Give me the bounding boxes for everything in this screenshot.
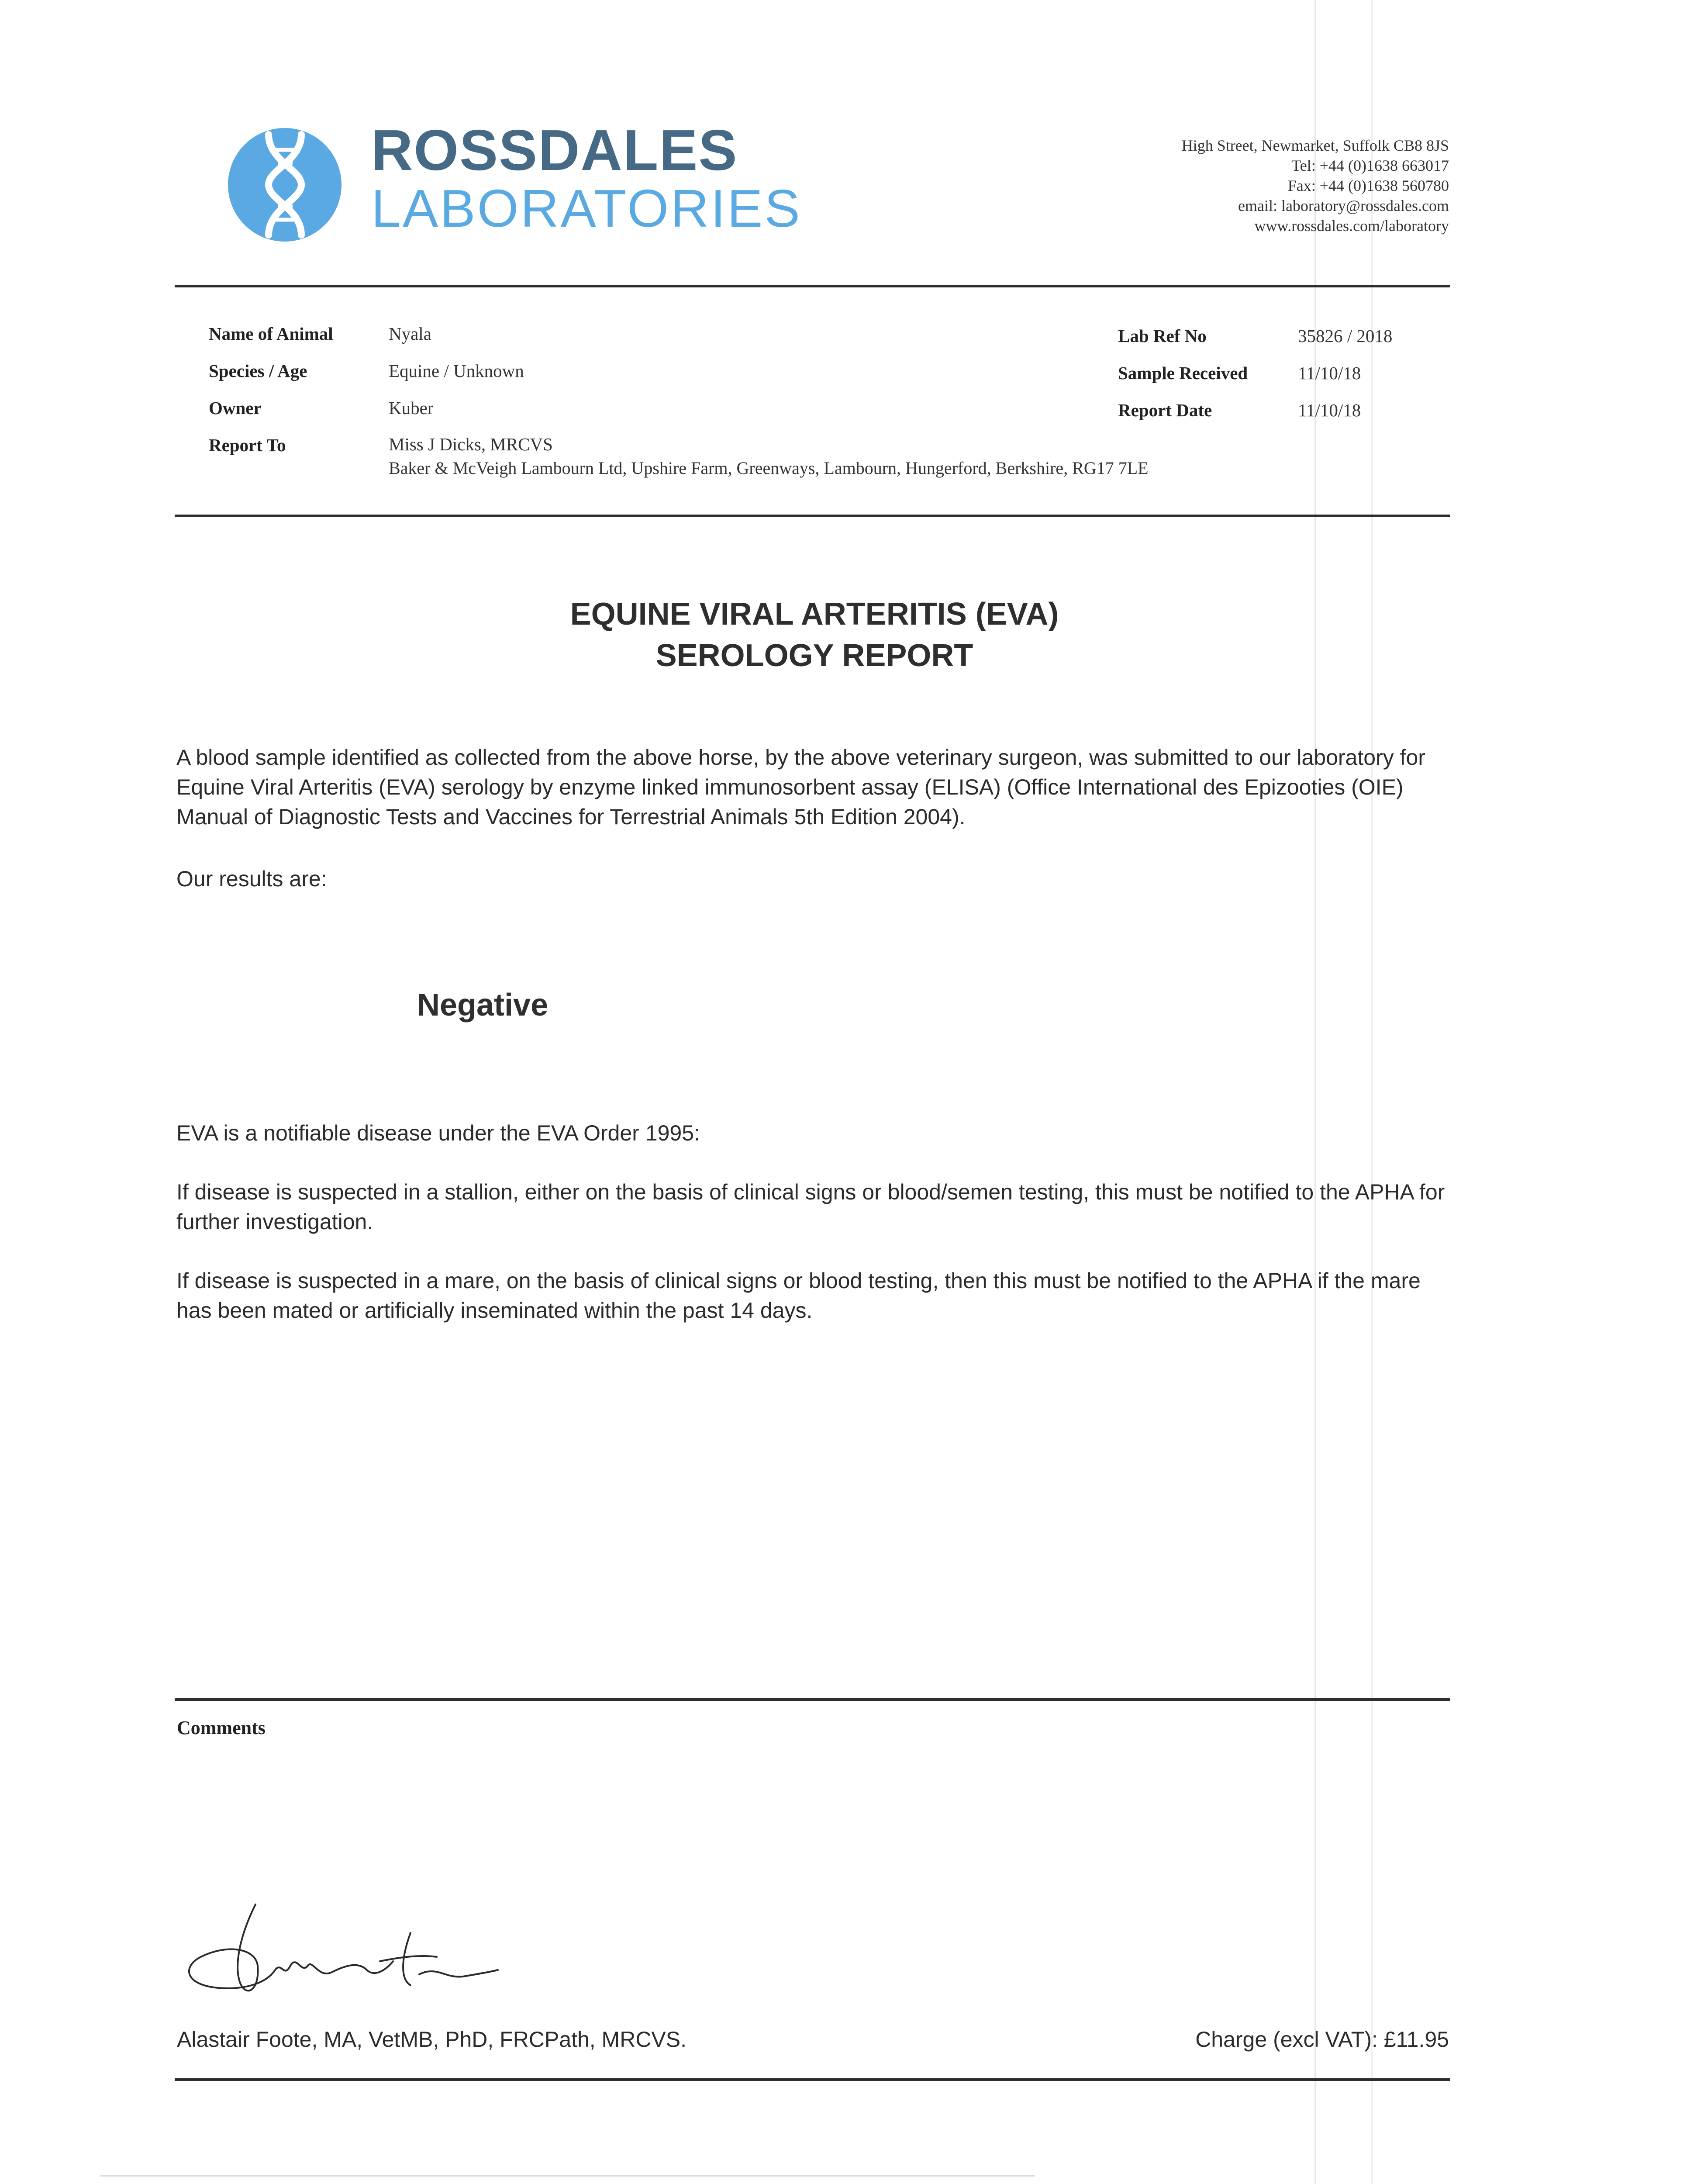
signatory: Alastair Foote, MA, VetMB, PhD, FRCPath, MRCVS.	[177, 2027, 687, 2052]
owner-value: Kuber	[389, 398, 434, 418]
report-date-label: Report Date	[1118, 400, 1212, 420]
sample-received-label: Sample Received	[1118, 363, 1248, 383]
comments-label: Comments	[177, 1717, 266, 1738]
contact-tel: Tel: +44 (0)1638 663017	[1291, 157, 1449, 174]
owner-label: Owner	[209, 398, 262, 418]
brand-name	[371, 118, 802, 238]
result-value: Negative	[417, 988, 549, 1023]
contact-email[interactable]: email: laboratory@rossdales.com	[1238, 197, 1449, 214]
report-to-line-1: Miss J Dicks, MRCVS	[389, 434, 553, 454]
divider-top	[175, 285, 1450, 287]
contact-web[interactable]: www.rossdales.com/laboratory	[1254, 217, 1449, 235]
report-subtitle: SEROLOGY REPORT	[655, 638, 973, 673]
contact-block	[1182, 135, 1449, 236]
contact-fax: Fax: +44 (0)1638 560780	[1287, 177, 1449, 194]
brand-line-2: LABORATORIES	[371, 179, 802, 238]
name-value: Nyala	[389, 324, 431, 344]
report-to-label: Report To	[209, 435, 286, 455]
name-label: Name of Animal	[209, 324, 333, 344]
lab-ref-value: 35826 / 2018	[1298, 326, 1393, 346]
stallion-guidance: If disease is suspected in a stallion, either on the basis of clinical signs or blood/semen testing, this must be notified to the APHA for further investigation.	[176, 1180, 1445, 1234]
divider-comments	[175, 1698, 1450, 1701]
signature-image	[175, 1896, 507, 2018]
scan-artifact-bottom	[100, 2175, 1035, 2177]
lab-ref-label: Lab Ref No	[1118, 326, 1207, 346]
intro-paragraph: A blood sample identified as collected from the above horse, by the above veterinary surgeon, was submitted to our laboratory for Equine Viral Arteritis (EVA) serology by enzyme linked immunosorbent assay (ELISA) (Office International des Epizooties (OIE) Manual of Diagnostic Tests and Vaccines for Terrestrial Animals 5th Edition 2004).	[176, 745, 1425, 829]
sample-received-value: 11/10/18	[1298, 363, 1361, 383]
brand-line-1: ROSSDALES	[371, 118, 738, 182]
charge: Charge (excl VAT): £11.95	[1195, 2027, 1449, 2052]
results-intro: Our results are:	[176, 867, 327, 891]
species-label: Species / Age	[209, 361, 307, 381]
dna-logo-icon	[227, 126, 343, 244]
notifiable-statement: EVA is a notifiable disease under the EVA Order 1995:	[176, 1121, 700, 1145]
report-date-value: 11/10/18	[1298, 400, 1361, 420]
report-to-line-2: Baker & McVeigh Lambourn Ltd, Upshire Farm, Greenways, Lambourn, Hungerford, Berkshire, RG17 7LE	[389, 458, 1149, 478]
divider-bottom	[175, 2078, 1450, 2081]
divider-details	[175, 515, 1450, 517]
report-title: EQUINE VIRAL ARTERITIS (EVA)	[570, 597, 1059, 632]
mare-guidance: If disease is suspected in a mare, on the basis of clinical signs or blood testing, then this must be notified to the APHA if the mare has been mated or artificially inseminated within the past 14 days.	[176, 1268, 1421, 1323]
species-value: Equine / Unknown	[389, 361, 524, 381]
contact-address: High Street, Newmarket, Suffolk CB8 8JS	[1181, 137, 1449, 154]
